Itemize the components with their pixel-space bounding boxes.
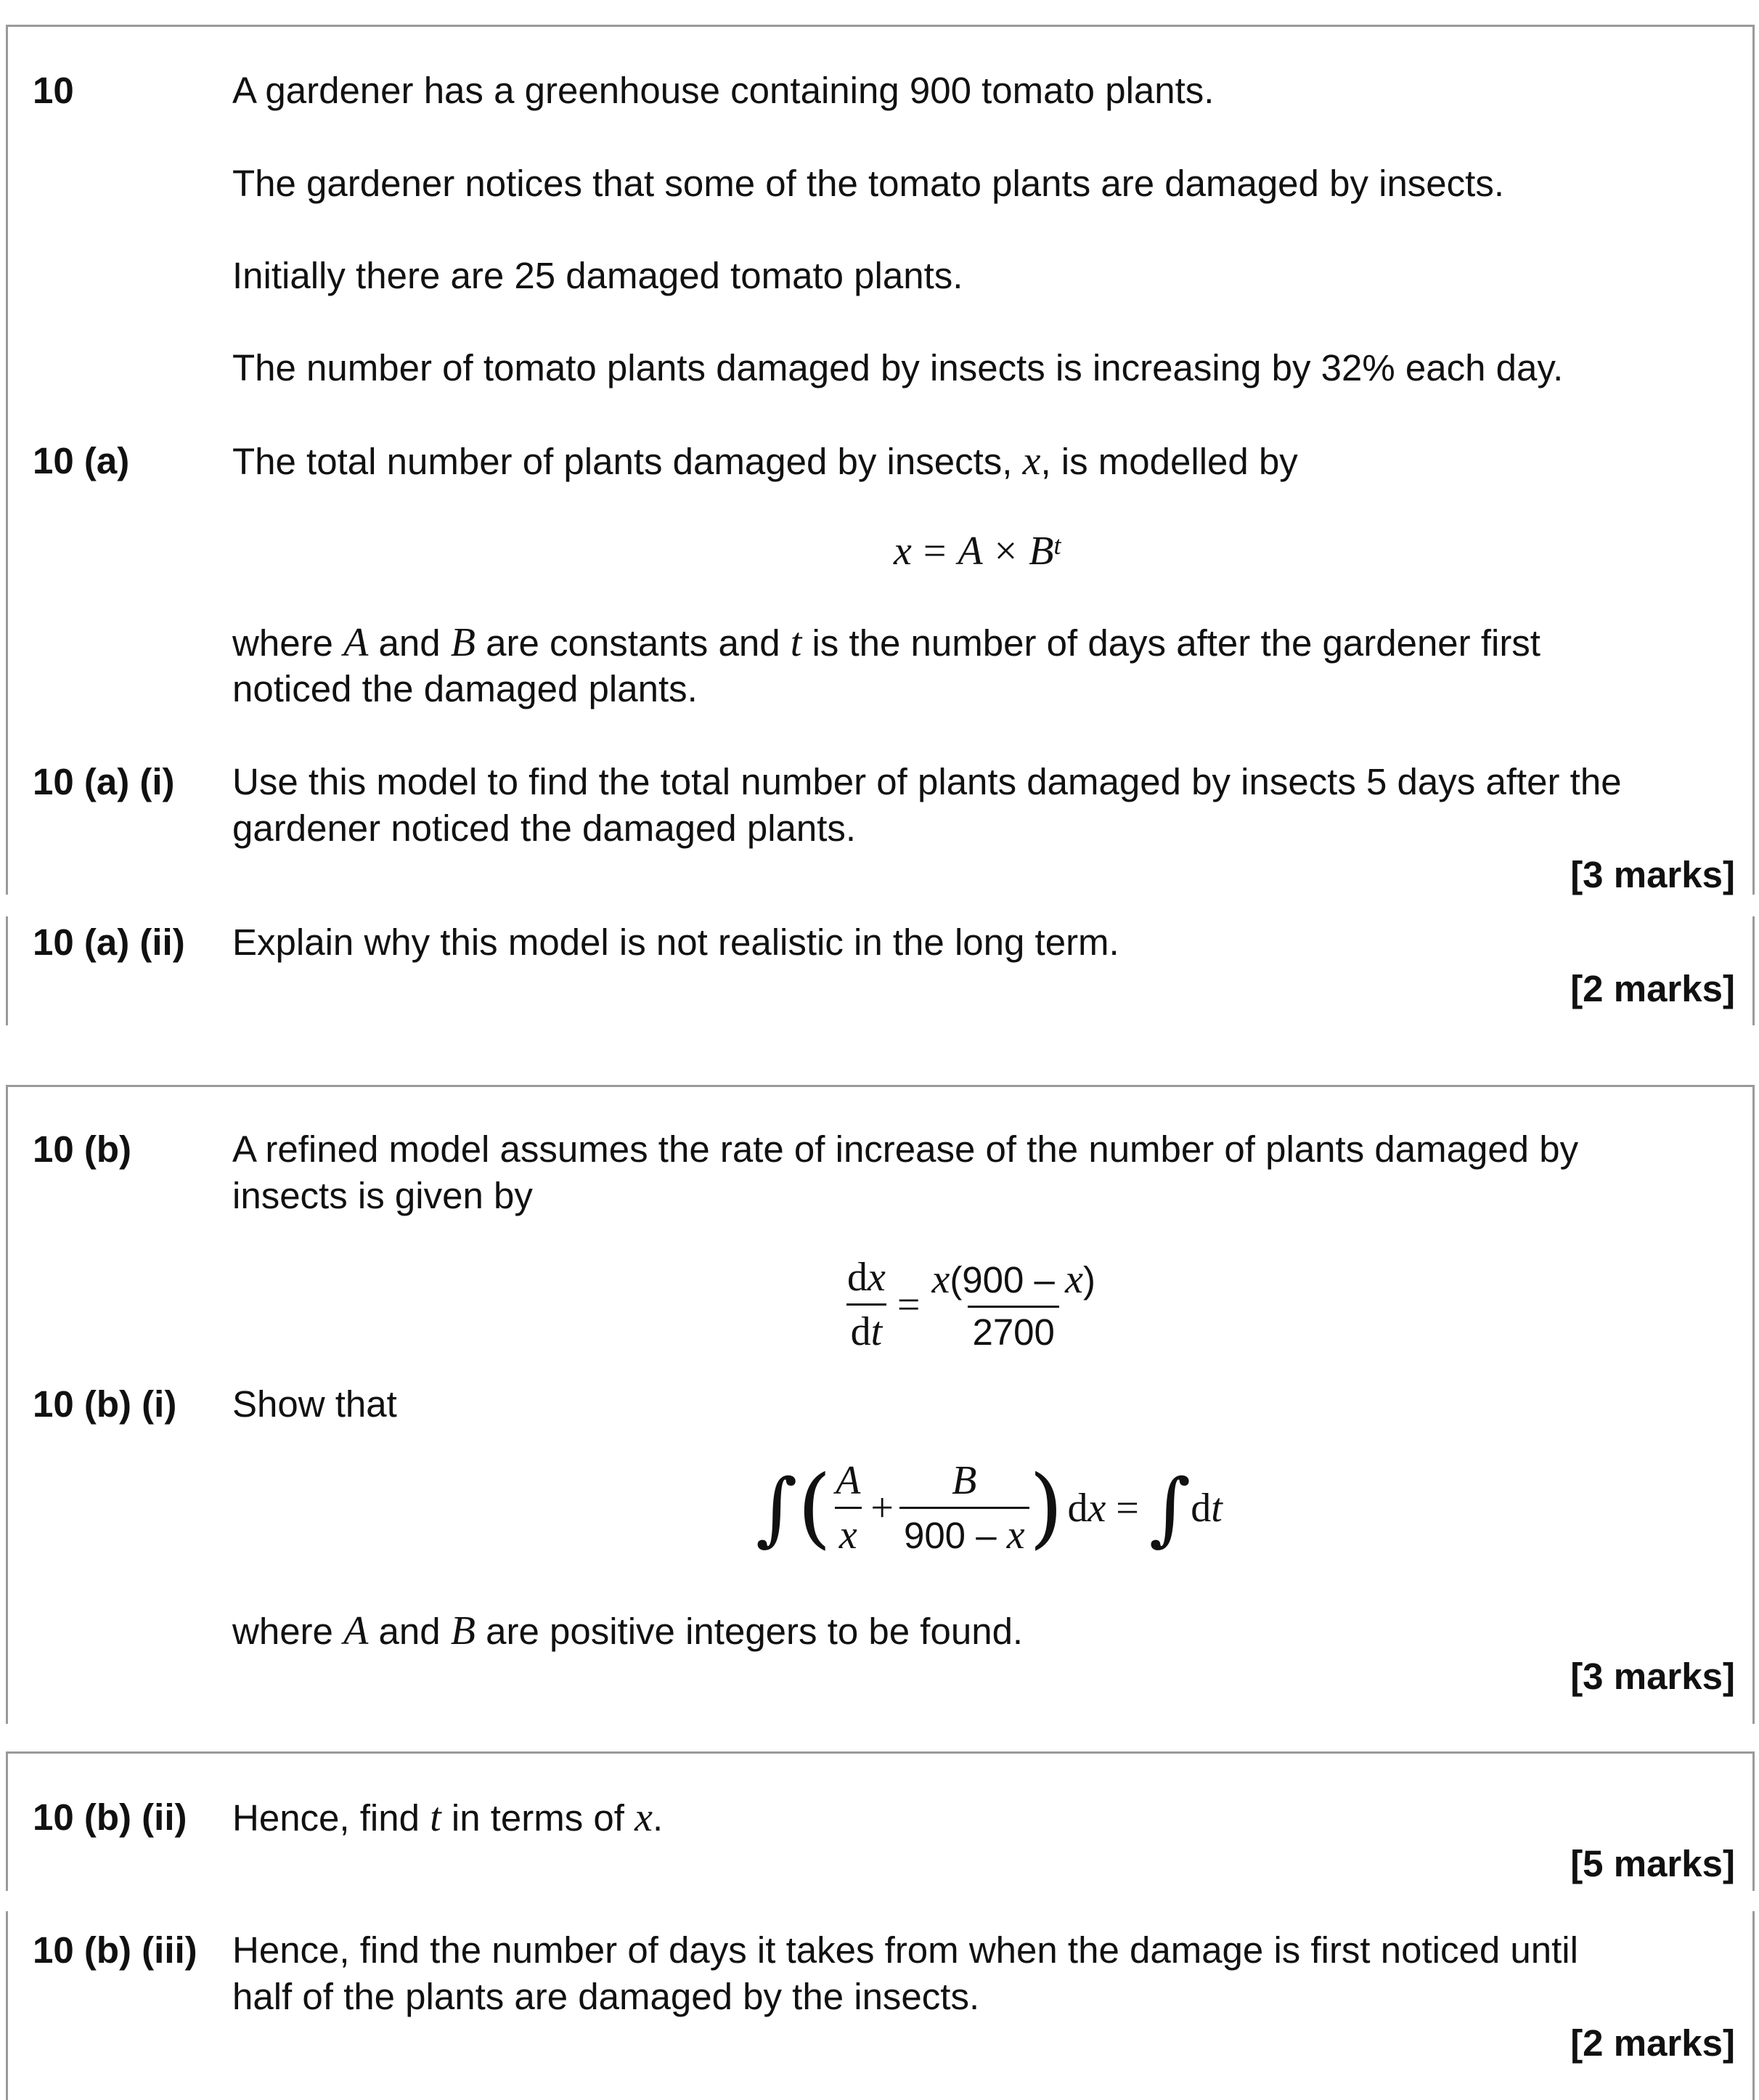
part-biii-section — [6, 1911, 1755, 2100]
part-biii-label: 10 (b) (iii) — [33, 1929, 197, 1971]
intro-line-1: A gardener has a greenhouse containing 900 tomato plants. — [232, 70, 1215, 111]
question-number: 10 — [33, 70, 74, 111]
differential-equation: $\frac{dx}{dt}$ = $\frac{x(900 - x)}{2700}$ — [847, 1255, 1095, 1354]
part-aii-section — [6, 916, 1755, 1025]
part-a-text: The total number of plants damaged by insects, x, is modelled by — [232, 439, 1298, 484]
part-bi-where: where A and B are positive integers to be found. — [232, 1608, 1024, 1653]
part-ai-line-2: gardener noticed the damaged plants. — [232, 807, 857, 849]
intro-line-3: Initially there are 25 damaged tomato plants. — [232, 255, 963, 296]
part-b-label: 10 (b) — [33, 1128, 132, 1170]
intro-line-2: The gardener notices that some of the tomato plants are damaged by insects. — [232, 163, 1505, 204]
part-ai-line-1: Use this model to find the total number of plants damaged by insects 5 days after the — [232, 761, 1622, 802]
part-bii-label: 10 (b) (ii) — [33, 1796, 187, 1838]
part-bi-text: Show that — [232, 1383, 397, 1425]
part-aii-text: Explain why this model is not realistic in the long term. — [232, 921, 1119, 963]
part-a-label: 10 (a) — [33, 440, 130, 481]
part-bii-section — [6, 1751, 1755, 1891]
part-b-line-2: insects is given by — [232, 1175, 533, 1216]
part-b-line-1: A refined model assumes the rate of increase of the number of plants damaged by — [232, 1128, 1579, 1170]
part-biii-line-2: half of the plants are damaged by the insects. — [232, 1976, 980, 2017]
part-a-where-2: noticed the damaged plants. — [232, 668, 698, 709]
question-10-section — [6, 25, 1755, 895]
part-b-section — [6, 1085, 1755, 1724]
part-a-where-1: where A and B are constants and t is the number of days after the gardener first — [232, 620, 1540, 665]
part-biii-marks: [2 marks] — [1570, 2022, 1735, 2064]
part-aii-label: 10 (a) (ii) — [33, 921, 185, 963]
model-formula: x = A × B $^t$ — [894, 529, 1061, 574]
part-bi-marks: [3 marks] — [1570, 1656, 1735, 1697]
part-ai-marks: [3 marks] — [1570, 854, 1735, 895]
integral-expression: ∫ ( $\frac{A}{x}$ + $\frac{B}{900 - x}$ ) d x = ∫ d t — [756, 1457, 1223, 1558]
part-bi-label: 10 (b) (i) — [33, 1383, 177, 1425]
part-bii-marks: [5 marks] — [1570, 1843, 1735, 1884]
part-biii-line-1: Hence, find the number of days it takes from when the damage is first noticed until — [232, 1929, 1578, 1971]
intro-line-4: The number of tomato plants damaged by insects is increasing by 32% each day. — [232, 347, 1564, 388]
part-bii-text: Hence, find t in terms of x. — [232, 1795, 664, 1840]
part-ai-label: 10 (a) (i) — [33, 761, 175, 802]
part-aii-marks: [2 marks] — [1570, 968, 1735, 1009]
